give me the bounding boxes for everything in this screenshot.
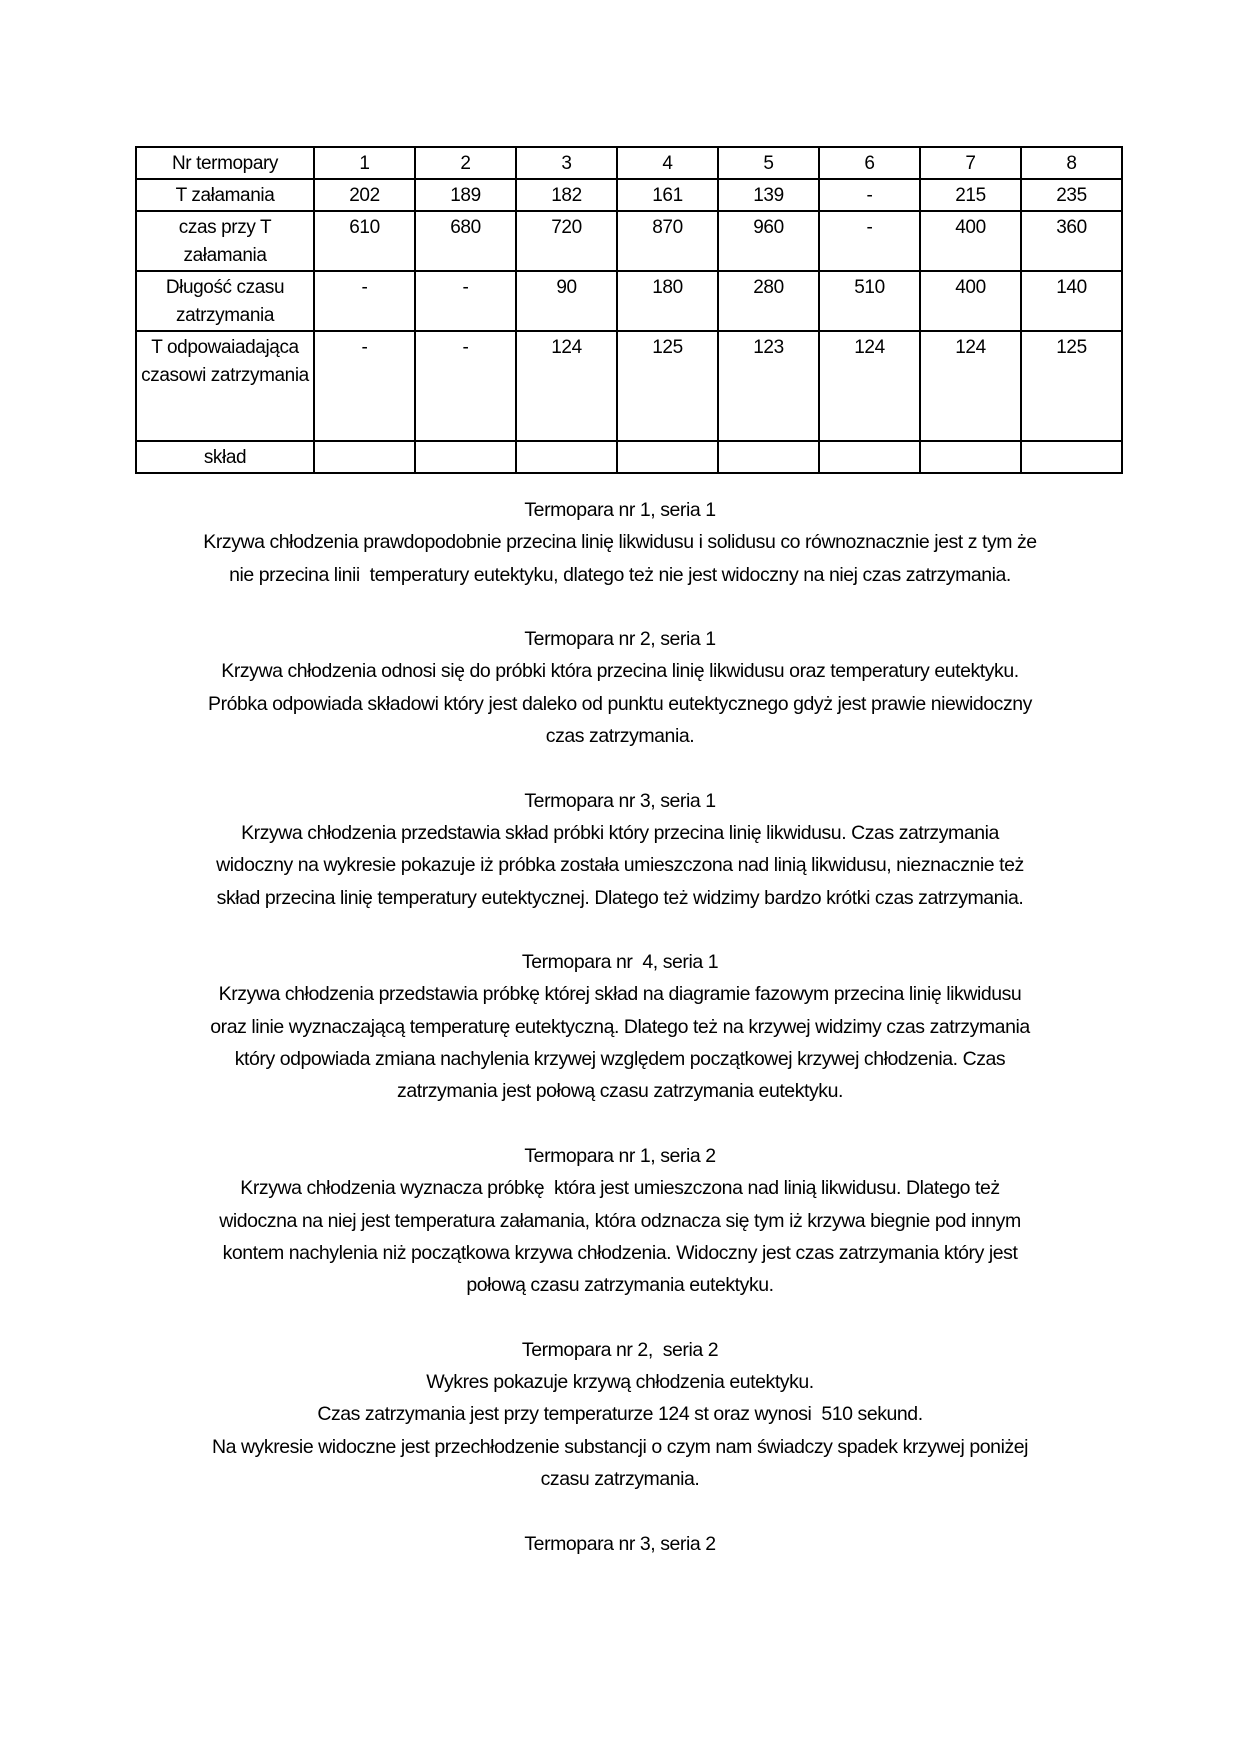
table-cell: 90 [516,271,617,331]
table-cell: 680 [415,211,516,271]
table-cell: 124 [920,331,1021,441]
section [135,1140,1105,1301]
section-heading: Termopara nr 3, seria 2 [524,1532,716,1555]
table-cell: 182 [516,179,617,211]
table-cell: 140 [1021,271,1122,331]
table-cell: 125 [617,331,718,441]
table-cell: 3 [516,147,617,179]
table-cell: - [819,211,920,271]
table-cell: 720 [516,211,617,271]
document-body [135,494,1105,1592]
paragraph-line: Krzywa chłodzenia przedstawia skład próbki który przecina linię likwidusu. Czas zatrzymania [241,821,999,844]
table-cell: 123 [718,331,819,441]
table-cell: - [314,271,415,331]
table-cell: 5 [718,147,819,179]
section [135,494,1105,591]
paragraph-line: Na wykresie widoczne jest przechłodzenie substancji o czym nam świadczy spadek krzywej poniżej [211,1435,1029,1458]
table-cell: 400 [920,271,1021,331]
section-heading: Termopara nr 2, seria 1 [524,628,716,651]
table-cell: 6 [819,147,920,179]
section [135,1334,1105,1495]
table-row [136,147,1122,179]
paragraph-line: Próbka odpowiada składowi który jest daleko od punktu eutektycznego gdyż jest prawie niewidoczny [208,692,1032,715]
table-cell: - [314,331,415,441]
row-label: Nr termopary [136,147,314,179]
table-cell: 400 [920,211,1021,271]
table-cell: 215 [920,179,1021,211]
paragraph-line: skład przecina linię temperatury eutektycznej. Dlatego też widzimy bardzo krótki czas zatrzymania. [216,886,1024,909]
section [135,946,1105,1107]
section-heading: Termopara nr 4, seria 1 [521,951,719,974]
section [135,623,1105,752]
table-cell: 960 [718,211,819,271]
table-cell: 139 [718,179,819,211]
table-row [136,211,1122,271]
table-cell: 235 [1021,179,1122,211]
table-cell: 124 [516,331,617,441]
table-cell: 2 [415,147,516,179]
section-heading: Termopara nr 1, seria 1 [524,499,716,521]
row-label: czas przy T załamania [136,211,314,271]
table-row [136,441,1122,473]
table-cell: 189 [415,179,516,211]
paragraph-line: Krzywa chłodzenia odnosi się do próbki która przecina linię likwidusu oraz temperatury eutektyku. [221,660,1019,683]
table-cell: 360 [1021,211,1122,271]
paragraph-line: widoczna na niej jest temperatura załamania, która odznacza się tym iż krzywa biegnie pod innym [219,1209,1021,1232]
table-cell: 202 [314,179,415,211]
paragraph-line: Czas zatrzymania jest przy temperaturze 124 st oraz wynosi 510 sekund. [317,1403,923,1426]
paragraph-line: Krzywa chłodzenia prawdopodobnie przecina linię likwidusu i solidusu co równoznacznie jest z tym że [203,531,1037,554]
row-label: skład [136,441,314,473]
paragraph-line: czasu zatrzymania. [540,1467,700,1490]
table-cell: 4 [617,147,718,179]
paragraph-line: Krzywa chłodzenia wyznacza próbkę która jest umieszczona nad linią likwidusu. Dlatego też [240,1177,1000,1200]
section [135,785,1105,914]
paragraph-line: nie przecina linii temperatury eutektyku, dlatego też nie jest widoczny na niej czas zatrzymania. [229,563,1011,586]
section [135,1528,1105,1560]
section-heading: Termopara nr 1, seria 2 [524,1144,716,1167]
paragraph-line: oraz linie wyznaczającą temperaturę eutektyczną. Dlatego też na krzywej widzimy czas zatrzymania [210,1015,1030,1038]
table-cell [617,441,718,473]
table-cell: 510 [819,271,920,331]
table-cell: 124 [819,331,920,441]
table-row [136,331,1122,441]
paragraph-line: który odpowiada zmiana nachylenia krzywej względem początkowej krzywej chłodzenia. Czas [234,1048,1006,1071]
table-cell [1021,441,1122,473]
table-row [136,179,1122,211]
row-label: Długość czasu zatrzymania [136,271,314,331]
table-cell: 870 [617,211,718,271]
table-cell: 7 [920,147,1021,179]
table-cell: - [415,331,516,441]
table-cell: - [819,179,920,211]
table-cell: 610 [314,211,415,271]
table-cell [819,441,920,473]
section-heading: Termopara nr 2, seria 2 [521,1338,719,1361]
paragraph-line: kontem nachylenia niż początkowa krzywa chłodzenia. Widoczny jest czas zatrzymania który jest [222,1241,1018,1264]
table-cell: 8 [1021,147,1122,179]
paragraph-line: Wykres pokazuje krzywą chłodzenia eutektyku. [426,1371,814,1394]
table-cell [920,441,1021,473]
table-cell: 1 [314,147,415,179]
section-heading: Termopara nr 3, seria 1 [524,789,716,812]
table-cell [314,441,415,473]
table-cell [516,441,617,473]
table-cell: 180 [617,271,718,331]
thermocouple-table [135,146,1123,474]
paragraph-line: czas zatrzymania. [545,725,695,748]
row-label: T odpowaiadająca czasowi zatrzymania [136,331,314,441]
paragraph-line: połową czasu zatrzymania eutektyku. [466,1274,774,1297]
table-row [136,271,1122,331]
table-cell: 125 [1021,331,1122,441]
paragraph-line: widoczny na wykresie pokazuje iż próbka została umieszczona nad linią likwidusu, nieznacznie też [216,854,1024,877]
table-cell [415,441,516,473]
paragraph-line: zatrzymania jest połową czasu zatrzymania eutektyku. [397,1080,843,1103]
row-label: T załamania [136,179,314,211]
table-cell: 280 [718,271,819,331]
paragraph-line: Krzywa chłodzenia przedstawia próbkę której skład na diagramie fazowym przecina linię likwidusu [218,983,1022,1006]
table-cell [718,441,819,473]
table-cell: 161 [617,179,718,211]
table-cell: - [415,271,516,331]
